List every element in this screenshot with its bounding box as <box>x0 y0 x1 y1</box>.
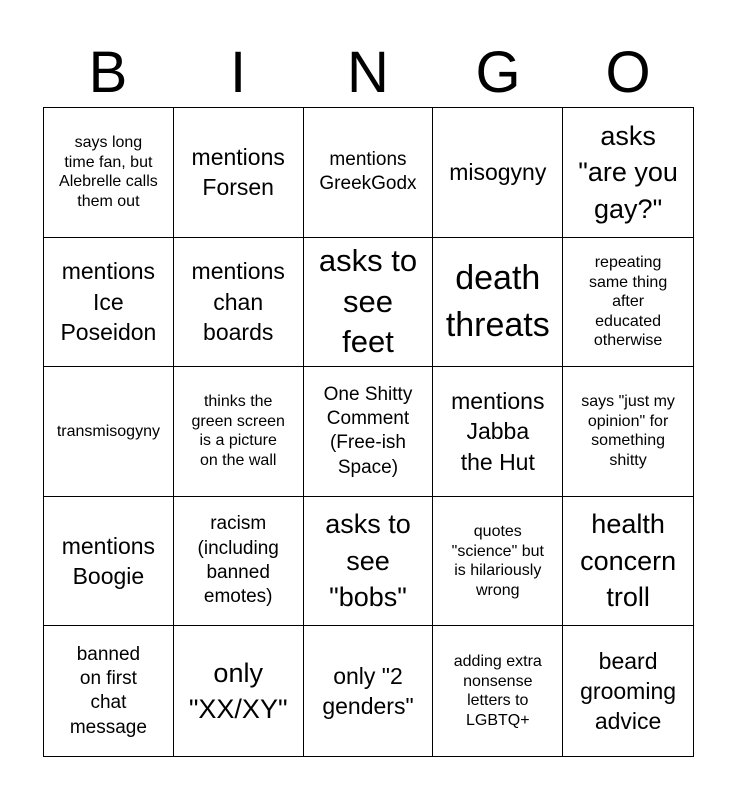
bingo-cell[interactable] <box>433 626 563 756</box>
cell-text: transmisogyny <box>56 422 160 440</box>
bingo-cell[interactable] <box>44 497 174 627</box>
bingo-cell[interactable] <box>563 367 693 497</box>
cell-text: One Shitty Comment (Free-ish Space) <box>323 383 413 478</box>
cell-text: asks to see "bobs" <box>325 509 411 613</box>
cell-text: mentions Jabba the Hut <box>451 387 545 475</box>
bingo-cell[interactable] <box>174 497 304 627</box>
bingo-cell[interactable] <box>433 367 563 497</box>
bingo-header <box>43 40 693 106</box>
free-space-cell[interactable] <box>304 367 434 497</box>
bingo-cell[interactable] <box>304 626 434 756</box>
cell-text: mentions Forsen <box>191 143 285 201</box>
cell-text: only "XX/XY" <box>188 657 288 725</box>
cell-text: health concern troll <box>580 509 677 613</box>
cell-text: mentions chan boards <box>191 258 285 346</box>
bingo-cell[interactable] <box>44 367 174 497</box>
cell-text: mentions GreekGodx <box>319 148 417 195</box>
header-letter-b: B <box>88 40 128 105</box>
cell-text: beard grooming advice <box>580 647 677 735</box>
cell-text: says long time fan, but Alebrelle calls them out <box>59 134 158 210</box>
header-letter-g: G <box>475 40 521 105</box>
cell-text: mentions Ice Poseidon <box>60 258 157 346</box>
bingo-cell[interactable] <box>304 238 434 368</box>
bingo-card-grid <box>43 107 694 757</box>
cell-text: racism (including banned emotes) <box>197 513 279 608</box>
header-letter-o: O <box>605 40 651 105</box>
cell-text: adding extra nonsense letters to LGBTQ+ <box>453 653 542 729</box>
cell-text: misogyny <box>449 159 547 186</box>
bingo-cell[interactable] <box>174 367 304 497</box>
cell-text: death threats <box>445 258 550 344</box>
cell-text: thinks the green screen is a picture on the wall <box>191 393 285 469</box>
cell-text: mentions Boogie <box>61 532 156 590</box>
cell-text: banned on first chat message <box>69 643 147 738</box>
bingo-cell[interactable] <box>563 108 693 238</box>
bingo-cell[interactable] <box>563 497 693 627</box>
bingo-cell[interactable] <box>44 108 174 238</box>
header-letter-n: N <box>347 40 389 105</box>
bingo-cell[interactable] <box>174 238 304 368</box>
bingo-cell[interactable] <box>174 108 304 238</box>
cell-text: asks to see feet <box>318 243 418 360</box>
bingo-cell[interactable] <box>304 497 434 627</box>
cell-text: repeating same thing after educated otherwise <box>588 254 668 350</box>
header-letter-i: I <box>229 40 247 105</box>
bingo-cell[interactable] <box>304 108 434 238</box>
bingo-cell[interactable] <box>433 108 563 238</box>
bingo-cell[interactable] <box>563 626 693 756</box>
bingo-cell[interactable] <box>433 497 563 627</box>
bingo-cell[interactable] <box>174 626 304 756</box>
cell-text: quotes "science" but is hilariously wrong <box>451 523 544 599</box>
cell-text: says "just my opinion" for something shitty <box>581 393 675 469</box>
bingo-cell[interactable] <box>44 238 174 368</box>
bingo-cell[interactable] <box>44 626 174 756</box>
bingo-cell[interactable] <box>563 238 693 368</box>
cell-text: only "2 genders" <box>322 662 414 720</box>
cell-text: asks "are you gay?" <box>578 120 678 224</box>
bingo-cell[interactable] <box>433 238 563 368</box>
